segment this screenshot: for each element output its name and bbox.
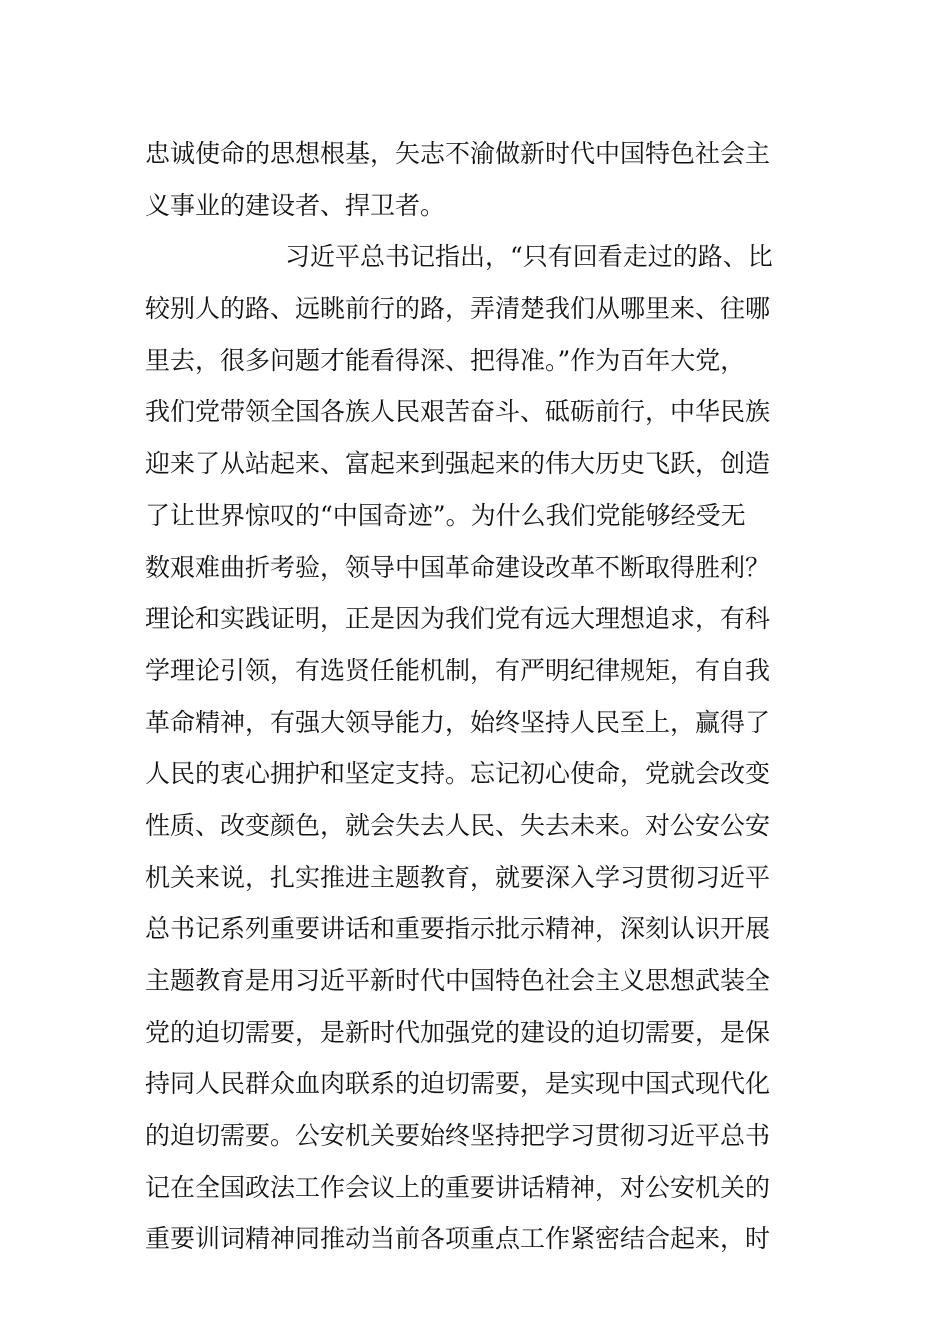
text-line: 持同人民群众血肉联系的迫切需要，是实现中国式现代化 xyxy=(145,1069,771,1099)
body-text xyxy=(145,128,815,1265)
text-line: 人民的衷心拥护和坚定支持。忘记初心使命，党就会改变 xyxy=(145,759,771,789)
text-line: 理论和实践证明，正是因为我们党有远大理想追求，有科 xyxy=(145,604,771,634)
text-line: 迎来了从站起来、富起来到强起来的伟大历史飞跃，创造 xyxy=(145,449,771,479)
paragraph-first-line: 习近平总书记指出，“只有回看走过的路、比 xyxy=(285,242,773,272)
text-line: 重要训词精神同推动当前各项重点工作紧密结合起来，时 xyxy=(145,1224,771,1254)
text-line: 性质、改变颜色，就会失去人民、失去未来。对公安公安 xyxy=(145,810,771,840)
text-line: 学理论引领，有选贤任能机制，有严明纪律规矩，有自我 xyxy=(145,655,771,685)
text-line: 记在全国政法工作会议上的重要讲话精神，对公安机关的 xyxy=(145,1172,771,1202)
text-line: 较别人的路、远眺前行的路，弄清楚我们从哪里来、往哪 xyxy=(145,294,771,324)
text-line: 主题教育是用习近平新时代中国特色社会主义思想武装全 xyxy=(145,966,771,995)
text-line: 义事业的建设者、捍卫者。 xyxy=(145,190,446,220)
text-line: 党的迫切需要，是新时代加强党的建设的迫切需要，是保 xyxy=(145,1017,771,1047)
text-line: 总书记系列重要讲话和重要指示批示精神，深刻认识开展 xyxy=(145,914,771,944)
text-line: 数艰难曲折考验，领导中国革命建设改革不断取得胜利？ xyxy=(145,552,771,582)
text-line: 了让世界惊叹的“中国奇迹”。为什么我们党能够经受无 xyxy=(145,500,746,530)
text-line: 我们党带领全国各族人民艰苦奋斗、砥砺前行，中华民族 xyxy=(145,397,771,427)
text-line: 机关来说，扎实推进主题教育，就要深入学习贯彻习近平 xyxy=(145,862,771,892)
text-line: 的迫切需要。公安机关要始终坚持把学习贯彻习近平总书 xyxy=(145,1121,771,1151)
text-line: 里去，很多问题才能看得深、把得准。”作为百年大党， xyxy=(145,345,746,375)
text-line: 忠诚使命的思想根基，矢志不渝做新时代中国特色社会主 xyxy=(145,139,771,168)
text-line: 革命精神，有强大领导能力，始终坚持人民至上，赢得了 xyxy=(145,707,771,737)
